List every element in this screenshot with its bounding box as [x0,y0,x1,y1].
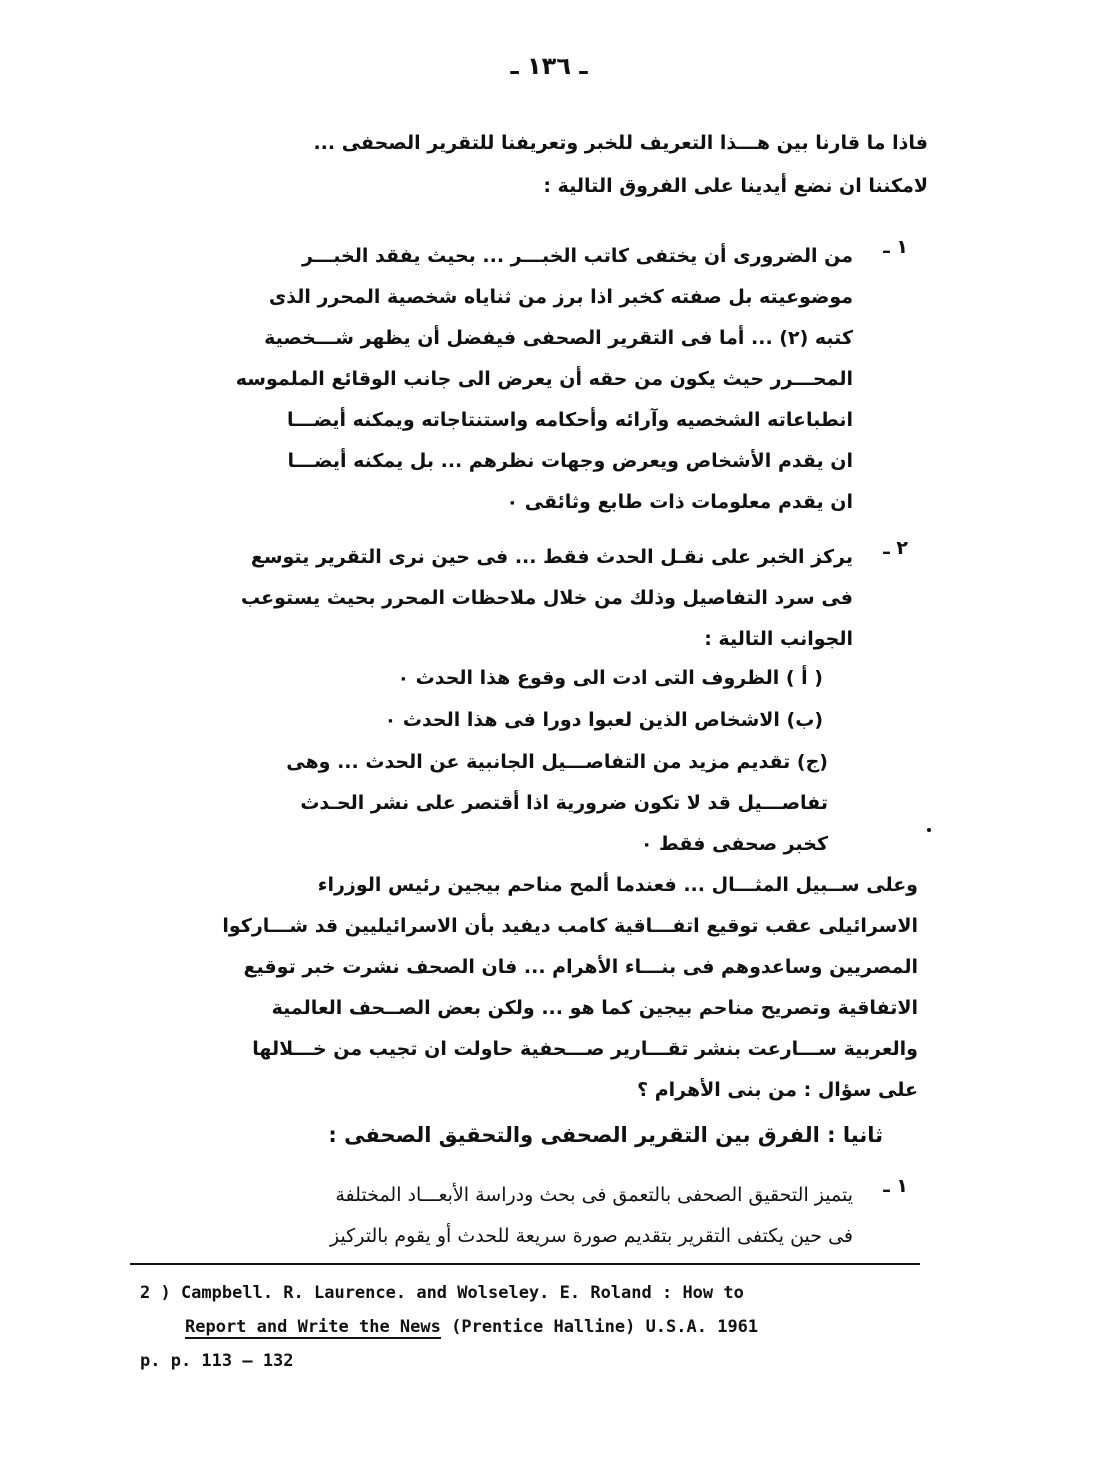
item-line: من الضرورى أن يختفى كاتب الخبـــر ... بحيث يفقد الخبـــر [302,245,853,267]
item-body [138,236,853,523]
item-number: ١ ـ [883,236,908,258]
footnote [140,1276,930,1378]
sub-item-line: كخبر صحفى فقط ٠ [640,833,828,855]
item-line: انطباعاته الشخصيه وآرائه وأحكامه واستنتاجاته ويمكنه أيضـــا [287,409,853,431]
sub-item-a [138,658,823,699]
item-line: ان يقدم الأشخاص ويعرض وجهات نظرهم ... بل يمكنه أيضـــا [287,450,853,472]
sub-item-line: ( أ ) الظروف التى ادت الى وقوع هذا الحدث ٠ [397,667,823,689]
difference-item-2 [138,537,908,660]
sub-item-line: (ج) تقديم مزيد من التفاصـــيل الجانبية عن الحدث ... وهى [286,751,828,773]
footnote-pages: p. p. 113 — 132 [140,1351,294,1371]
investigation-item-1 [138,1175,908,1257]
page-number: ـ ١٣٦ ـ [510,52,588,80]
sub-item-line: (ب) الاشخاص الذين لعبوا دورا فى هذا الحدث ٠ [384,709,823,731]
example-line: والعربية ســـارعت بنشر تقـــارير صـــحفية حاولت ان تجيب من خـــلالها [252,1038,918,1060]
difference-item-1 [138,236,908,523]
example-paragraph [128,865,918,1111]
intro-line: فاذا ما قارنا بين هـــذا التعريف للخبر وتعريفنا للتقرير الصحفى ... [313,132,928,154]
example-line: الاتفاقية وتصريح مناحم بيجين كما هو ... ولكن بعض الصــحف العالمية [271,997,918,1019]
item-body [138,537,853,660]
intro-paragraph [138,122,928,208]
item-line: ان يقدم معلومات ذات طابع وثائقى ٠ [506,491,853,513]
item-line: موضوعيته بل صفته كخبر اذا برز من ثناياه شخصية المحرر الذى [268,286,853,308]
footnote-divider [130,1263,920,1265]
item-line: المحـــرر حيث يكون من حقه أن يعرض الى جانب الوقائع الملموسه [235,368,853,390]
item-number: ٢ ـ [883,537,908,559]
footnote-book-title: Report and Write the News [185,1317,441,1337]
section-heading: ثانيا : الفرق بين التقرير الصحفى والتحقيق الصحفى : [328,1123,883,1147]
footnote-line: 2 ) Campbell. R. Laurence. and Wolseley. E. Roland : How to [140,1283,744,1303]
stray-mark [927,828,931,832]
item-line: فى سرد التفاصيل وذلك من خلال ملاحظات المحرر بحيث يستوعب [241,587,853,609]
footnote-publisher: (Prentice Halline) U.S.A. 1961 [440,1317,759,1337]
sub-item-b [138,700,823,741]
item-line: كتبه (٢) ... أما فى التقرير الصحفى فيفضل أن يظهر شـــخصية [264,327,853,349]
footnote-line [140,1310,930,1344]
example-line: الاسرائيلى عقب توقيع اتفـــاقية كامب ديفيد بأن الاسرائيليين قد شـــاركوا [222,915,918,937]
example-line: على سؤال : من بنى الأهرام ؟ [637,1079,918,1101]
example-line: المصريين وساعدوهم فى بنـــاء الأهرام ... فان الصحف نشرت خبر توقيع [243,956,918,978]
sub-item-c [143,742,828,865]
intro-line: لامكننا ان نضع أيدينا على الفروق التالية : [543,175,928,197]
item-line: يتميز التحقيق الصحفى بالتعمق فى بحث ودراسة الأبعـــاد المختلفة [335,1184,853,1206]
sub-item-line: تفاصـــيل قد لا تكون ضرورية اذا أقتصر على نشر الحـدث [300,792,828,814]
item-line: الجوانب التالية : [704,628,853,650]
item-line: يركز الخبر على نقـل الحدث فقط ... فى حين نرى التقرير يتوسع [250,546,853,568]
item-line: فى حين يكتفى التقرير بتقديم صورة سريعة للحدث أو يقوم بالتركيز [329,1225,853,1247]
item-number: ١ ـ [883,1175,908,1197]
item-body [138,1175,853,1257]
example-line: وعلى ســبيل المثـــال ... فعندما ألمح مناحم بيجين رئيس الوزراء [317,874,918,896]
